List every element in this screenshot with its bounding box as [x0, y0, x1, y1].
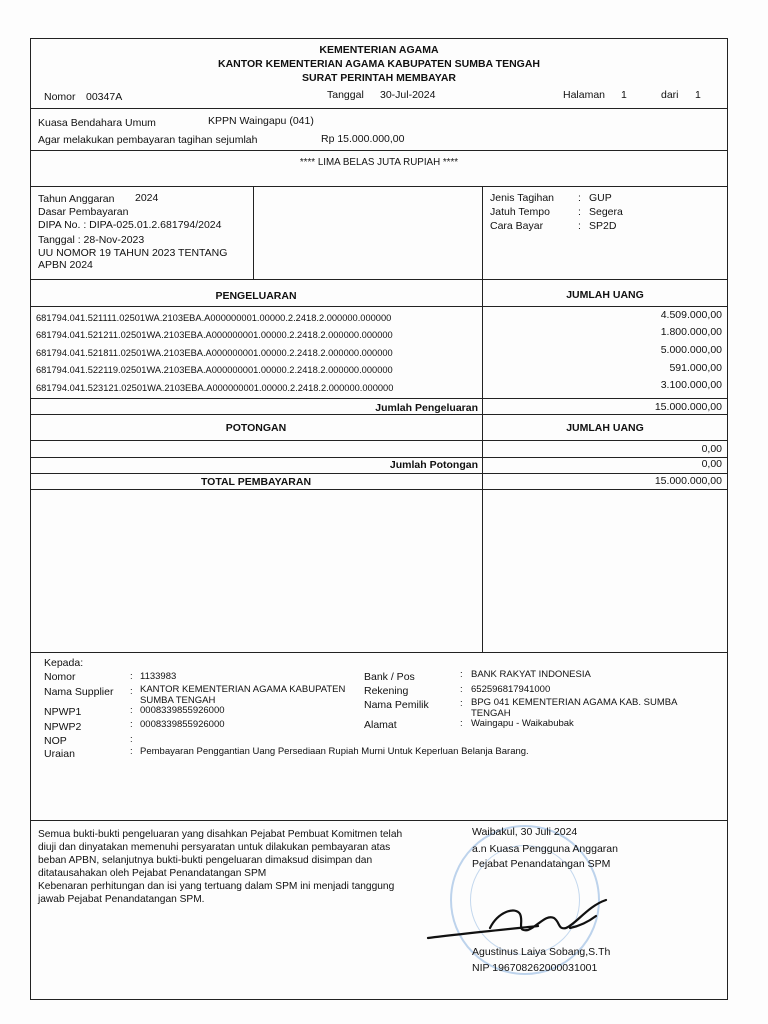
- divider: [30, 820, 728, 821]
- column-divider: [253, 186, 254, 279]
- rekening-label: Rekening: [364, 685, 409, 697]
- colon: :: [460, 684, 463, 695]
- pengeluaran-amount: 1.800.000,00: [660, 326, 722, 338]
- kepada-title: Kepada:: [44, 657, 84, 669]
- kuasa-label: Kuasa Bendahara Umum: [38, 117, 156, 129]
- potongan-amount: 0,00: [701, 443, 722, 455]
- footer-note: [38, 828, 402, 906]
- colon: :: [130, 686, 133, 697]
- divider: [30, 652, 728, 653]
- nomor-value: 00347A: [86, 91, 123, 103]
- supplier-label: Nama Supplier: [44, 686, 114, 698]
- jabatan: Pejabat Penandatangan SPM: [472, 858, 611, 870]
- jatuh-tempo-value: Segera: [589, 206, 623, 218]
- colon: :: [578, 220, 581, 232]
- divider: [30, 473, 728, 474]
- potongan-header: POTONGAN: [225, 422, 287, 434]
- colon: :: [130, 705, 133, 716]
- cara-bayar-label: Cara Bayar: [490, 220, 544, 232]
- uu-line1: UU NOMOR 19 TAHUN 2023 TENTANG: [38, 247, 228, 259]
- jumlah-potongan-value: 0,00: [701, 458, 722, 470]
- npwp1-label: NPWP1: [44, 706, 82, 718]
- footer-note-line: beban APBN, selanjutnya bukti-bukti pengeluaran dimaksud disimpan dan: [38, 855, 373, 866]
- jumlah-potongan-label: Jumlah Potongan: [389, 459, 478, 471]
- agar-label: Agar melakukan pembayaran tagihan sejumlah: [38, 134, 258, 146]
- divider: [30, 306, 728, 307]
- alamat-value: Waingapu - Waikabubak: [471, 718, 574, 729]
- alamat-label: Alamat: [364, 719, 397, 731]
- divider: [30, 108, 728, 109]
- uraian-value: Pembayaran Penggantian Uang Persediaan Rupiah Murni Untuk Keperluan Belanja Barang.: [140, 746, 529, 757]
- column-divider: [482, 186, 483, 652]
- potongan-amount-header: JUMLAH UANG: [566, 422, 644, 434]
- divider: [30, 150, 728, 151]
- divider: [30, 186, 728, 187]
- jumlah-pengeluaran-label: Jumlah Pengeluaran: [375, 402, 478, 414]
- tanggal-label: Tanggal: [327, 89, 364, 101]
- dasar-pembayaran-label: Dasar Pembayaran: [38, 206, 129, 218]
- place-date: Waibakul, 30 Juli 2024: [472, 826, 578, 838]
- kuasa-value: KPPN Waingapu (041): [208, 115, 314, 127]
- divider: [30, 440, 728, 441]
- footer-note-line: jawab Pejabat Penandatangan SPM.: [38, 894, 205, 905]
- signature: [420, 892, 620, 952]
- pengeluaran-code: 681794.041.523121.02501WA.2103EBA.A000000001.00000.2.2418.2.000000.000000: [36, 383, 394, 393]
- npwp2-value: 0008339855926000: [140, 719, 225, 730]
- npwp2-label: NPWP2: [44, 721, 82, 733]
- dipa-line: DIPA No. : DIPA-025.01.2.681794/2024: [38, 219, 222, 231]
- uu-line2: APBN 2024: [38, 259, 93, 271]
- terbilang: **** LIMA BELAS JUTA RUPIAH ****: [299, 157, 459, 168]
- header-ministry: KEMENTERIAN AGAMA: [319, 44, 439, 56]
- pengeluaran-code: 681794.041.521111.02501WA.2103EBA.A000000001.00000.2.2418.2.000000.000000: [36, 313, 392, 323]
- colon: :: [130, 746, 133, 757]
- colon: :: [130, 719, 133, 730]
- rekening-value: 652596817941000: [471, 684, 551, 695]
- kepada-nomor-label: Nomor: [44, 671, 76, 683]
- dipa-tanggal: Tanggal : 28-Nov-2023: [38, 234, 145, 246]
- nop-label: NOP: [44, 735, 67, 747]
- colon: :: [460, 669, 463, 680]
- total-pembayaran-label: TOTAL PEMBAYARAN: [200, 476, 312, 488]
- colon: :: [578, 206, 581, 218]
- colon: :: [130, 671, 133, 682]
- tahun-anggaran-value: 2024: [135, 192, 159, 204]
- an-line: a.n Kuasa Pengguna Anggaran: [472, 843, 618, 855]
- divider: [30, 414, 728, 415]
- footer-note-line: diuji dan dinyatakan memenuhi persyaratan untuk dilakukan pembayaran atas: [38, 842, 391, 853]
- jenis-tagihan-value: GUP: [589, 192, 612, 204]
- signer-nip: NIP 196708262000031001: [472, 962, 598, 974]
- tanggal-value: 30-Jul-2024: [380, 89, 436, 101]
- halaman-value: 1: [621, 89, 627, 101]
- pengeluaran-header: PENGELUARAN: [215, 290, 297, 302]
- pengeluaran-code: 681794.041.522119.02501WA.2103EBA.A000000001.00000.2.2418.2.000000.000000: [36, 365, 393, 375]
- pengeluaran-amount: 5.000.000,00: [660, 344, 722, 356]
- colon: :: [578, 192, 581, 204]
- nomor-label: Nomor: [44, 91, 76, 103]
- jumlah-pengeluaran-value: 15.000.000,00: [654, 401, 722, 413]
- tahun-anggaran-label: Tahun Anggaran: [38, 193, 115, 205]
- supplier-line2: SUMBA TENGAH: [140, 695, 216, 706]
- colon: :: [460, 718, 463, 729]
- pemilik-label: Nama Pemilik: [364, 699, 429, 711]
- pengeluaran-code: 681794.041.521811.02501WA.2103EBA.A000000001.00000.2.2418.2.000000.000000: [36, 348, 393, 358]
- colon: :: [130, 734, 133, 745]
- npwp1-value: 0008339855926000: [140, 705, 225, 716]
- divider: [30, 398, 728, 399]
- divider: [30, 279, 728, 280]
- pengeluaran-amount: 3.100.000,00: [660, 379, 722, 391]
- pengeluaran-amount-header: JUMLAH UANG: [566, 289, 644, 301]
- footer-note-line: ditatausahakan oleh Pejabat Penandatangan SPM: [38, 868, 267, 879]
- signature-stroke: [428, 900, 606, 938]
- pengeluaran-amount: 591.000,00: [669, 362, 722, 374]
- divider: [30, 489, 728, 490]
- footer-note-line: Kebenaran perhitungan dan isi yang tertuang dalam SPM ini menjadi tanggung: [38, 881, 395, 892]
- colon: :: [460, 698, 463, 709]
- supplier-line1: KANTOR KEMENTERIAN AGAMA KABUPATEN: [140, 684, 346, 695]
- footer-note-line: Semua bukti-bukti pengeluaran yang disahkan Pejabat Pembuat Komitmen telah: [38, 829, 403, 840]
- pengeluaran-amount: 4.509.000,00: [660, 309, 722, 321]
- bank-value: BANK RAKYAT INDONESIA: [471, 669, 591, 680]
- bank-label: Bank / Pos: [364, 671, 415, 683]
- pemilik-line1: BPG 041 KEMENTERIAN AGAMA KAB. SUMBA: [471, 697, 678, 708]
- total-pembayaran-value: 15.000.000,00: [654, 475, 722, 487]
- agar-value: Rp 15.000.000,00: [321, 133, 405, 145]
- jatuh-tempo-label: Jatuh Tempo: [490, 206, 550, 218]
- uraian-label: Uraian: [44, 748, 75, 760]
- header-office: KANTOR KEMENTERIAN AGAMA KABUPATEN SUMBA TENGAH: [218, 58, 540, 70]
- halaman-label: Halaman: [563, 89, 606, 101]
- cara-bayar-value: SP2D: [589, 220, 617, 232]
- pemilik-line2: TENGAH: [471, 708, 511, 719]
- kepada-nomor-value: 1133983: [140, 671, 177, 682]
- dari-label: dari: [661, 89, 679, 101]
- signer-name: Agustinus Laiya Sobang,S.Th: [472, 946, 611, 958]
- dari-value: 1: [695, 89, 701, 101]
- jenis-tagihan-label: Jenis Tagihan: [490, 192, 555, 204]
- pengeluaran-code: 681794.041.521211.02501WA.2103EBA.A000000001.00000.2.2418.2.000000.000000: [36, 330, 393, 340]
- header-doc-title: SURAT PERINTAH MEMBAYAR: [301, 72, 456, 84]
